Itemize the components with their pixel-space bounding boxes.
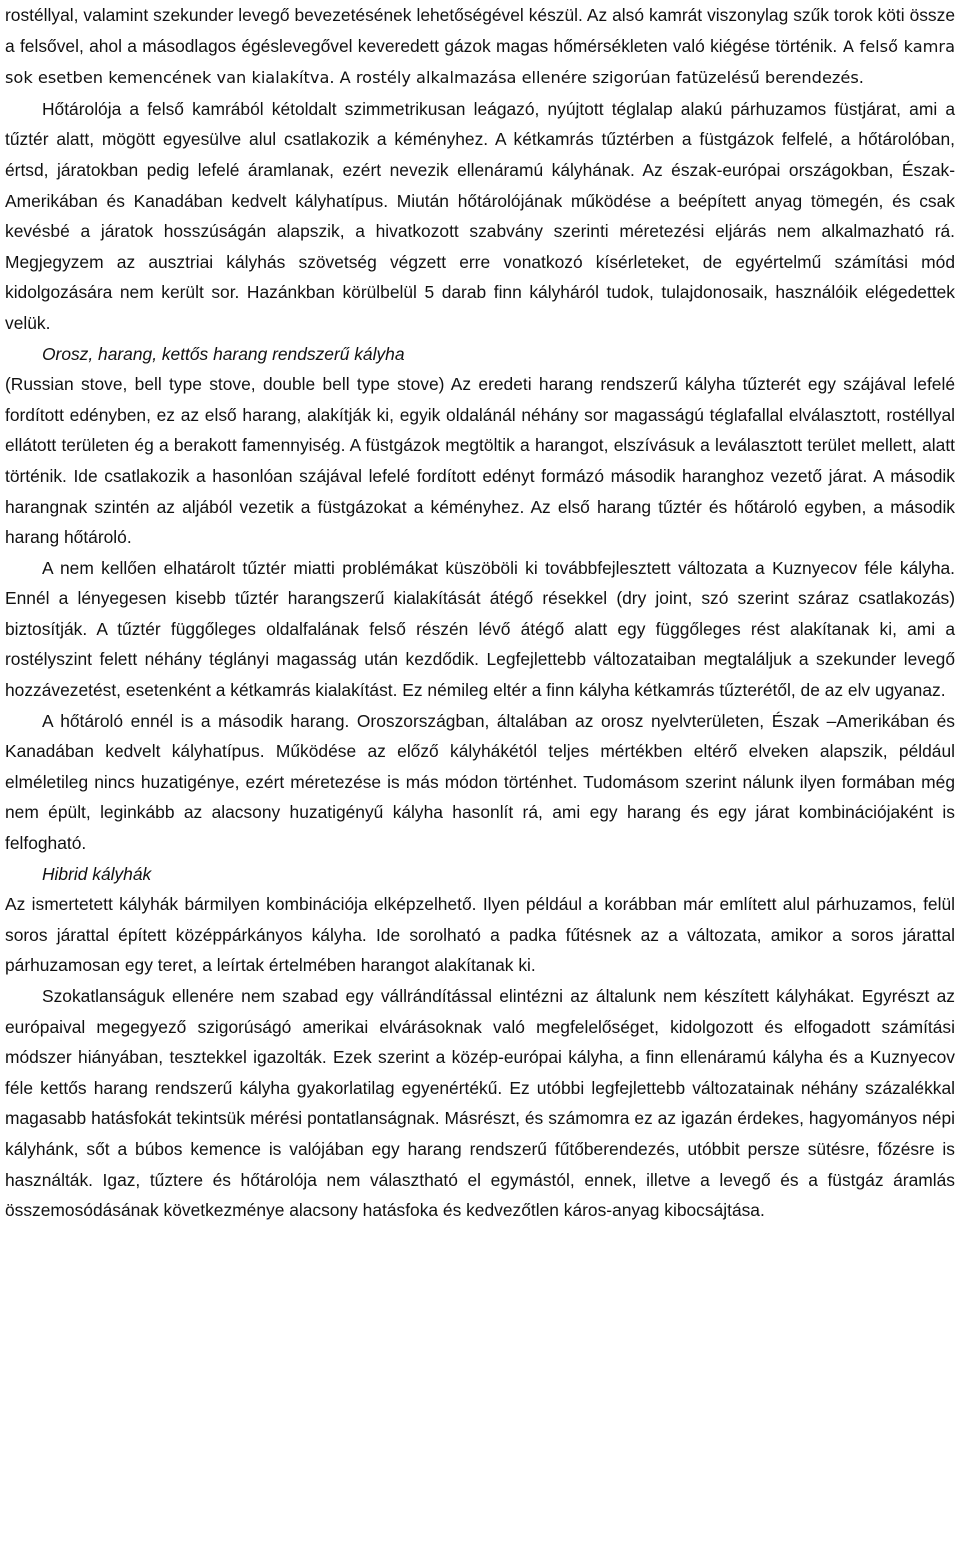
document-page [5,0,955,1226]
paragraph-second-bell: A hőtároló ennél is a második harang. Oroszországban, általában az orosz nyelvterületen, Észak –Amerikában és Kanadában kedvelt kályhatípus. Működése az előző kályhákétól teljes mértékben eltérő elveken alapszik, például elméletileg nincs huzatigénye, ezért méretezése is más módon történhet. Tudomásom szerint nálunk ilyen formában még nem épült, leginkább az alacsony huzatigényű kályha hasonlít rá, ami egy harang és egy járat kombinációjaként is felfogható. [5,710,955,854]
paragraph-bell-stove: (Russian stove, bell type stove, double bell type stove) Az eredeti harang rendszerű kályha tűzterét egy szájával lefelé fordított edényben, ez az első harang, alakítják ki, egyik oldalánál néhány sor magasságú téglafallal elválasztott, rostéllyal ellátott területen ég a berakott famennyiség. A füstgázok megtöltik a harangot, elszívásuk a leválasztott terület mellett, alatt történik. Ide csatlakozik a hasonlóan szájával lefelé fordított edényt formázó második haranghoz vezető járat. A második harangnak szintén az aljából vezetik a füstgázokat a kéményhez. Az első harang tűztér és hőtároló egyben, a második harang hőtároló. [5,374,955,548]
paragraph-evaluation: Szokatlanságuk ellenére nem szabad egy vállrándítással elintézni az általunk nem készített kályhákat. Egyrészt az európaival megegyező szigorúságó amerikai elvárásoknak való megfelelőséget, kidolgozott és elfogadott számítási módszer hiányában, tesztekkel igazolták. Ezek szerint a közép-európai kályha, a finn ellenáramú kályha és a Kuznyecov féle kettős harang rendszerű kályha gyakorlatilag egyenértékű. Ez utóbbi legfejlettebb változatainak néhány százalékkal magasabb hatásfokát tekintsük mérési pontatlanságnak. Másrészt, és számomra ez az igazán érdekes, hagyományos népi kályhánk, sőt a búbos kemence is valójában egy harang rendszerű fűtőberendezés, utóbbit persze sütésre, főzésre is használták. Igaz, tűztere és hőtárolója nem választható el egymástól, ennek, illetve a levegő és a füstgáz áramlás összemosódásának következménye alacsony hatásfoka és kedvezőtlen káros-anyag kibocsájtása. [5,986,955,1221]
paragraph-hybrid-combinations: Az ismertetett kályhák bármilyen kombinációja elképzelhető. Ilyen például a korábban már említett alul párhuzamos, felül soros járattal épített középpárkányos kályha. Ide sorolható a padka fűtésnek az a változata, amikor a soros járattal párhuzamosan egy teret, a leírtak értelmében harangot alakítanak ki. [5,894,955,976]
paragraph-kuznetsov-stove: A nem kellően elhatárolt tűztér miatti problémákat küszöböli ki továbbfejlesztett változata a Kuznyecov féle kályha. Ennél a lényegesen kisebb tűztér harangszerű kialakítását átégő résekkel (dry joint, szó szerint száraz csatlakozás) biztosítják. A tűztér függőleges oldalfalának felső részén lévő átégő alatt egy függőleges rést alakítanak ki, ami a rostélyszint felett néhány téglányi magasság után kezdődik. Legfejlettebb változataiban megtaláljuk a szekunder levegő hozzávezetést, esetenként a kétkamrás kialakítást. Ez némileg eltér a finn kályha kétkamrás tűzterétől, de az elv ugyanaz. [5,557,955,701]
paragraph-stove-chambers-text-2: A felső kamra sok esetben kemencének van kialakítva. A rostély alkalmazása ellenére szigorúan fatüzelésű berendezés. [5,36,955,88]
paragraph-stove-chambers [5,0,955,94]
section-heading-hybrid-stoves: Hibrid kályhák [42,863,152,884]
paragraph-stove-chambers-text: rostéllyal, valamint szekunder levegő bevezetésének lehetőségével készül. Az alsó kamrát viszonylag szűk torok köti össze a felsővel, ahol a másodlagos égéslevegővel keveredett gázok magas hőmérsékleten való kiégése történik. [5,5,955,56]
section-heading-russian-bell-stove: Orosz, harang, kettős harang rendszerű kályha [42,343,405,364]
paragraph-finn-stove: Hőtárolója a felső kamrából kétoldalt szimmetrikusan leágazó, nyújtott téglalap alakú párhuzamos füstjárat, ami a tűztér alatt, mögött egyesülve alul csatlakozik a kéményhez. A kétkamrás tűztérben a füstgázok felfelé, a hőtárolóban, értsd, járatokban pedig lefelé áramlanak, ezért nevezik ellenáramú kályhának. Az észak-európai országokban, Észak-Amerikában és Kanadában kedvelt kályhatípus. Miután hőtárolójának működése a beépített anyag tömegén, és csak kevésbé a járatok hosszúságán alapszik, a hivatkozott szabvány szerinti méretezési eljárás nem alkalmazható rá. Megjegyzem az ausztriai kályhás szövetség végzett erre vonatkozó kísérleteket, de egyértelmű számítási mód kidolgozására nem került sor. Hazánkban körülbelül 5 darab finn kályháról tudok, tulajdonosaik, használóik elégedettek velük. [5,98,955,333]
